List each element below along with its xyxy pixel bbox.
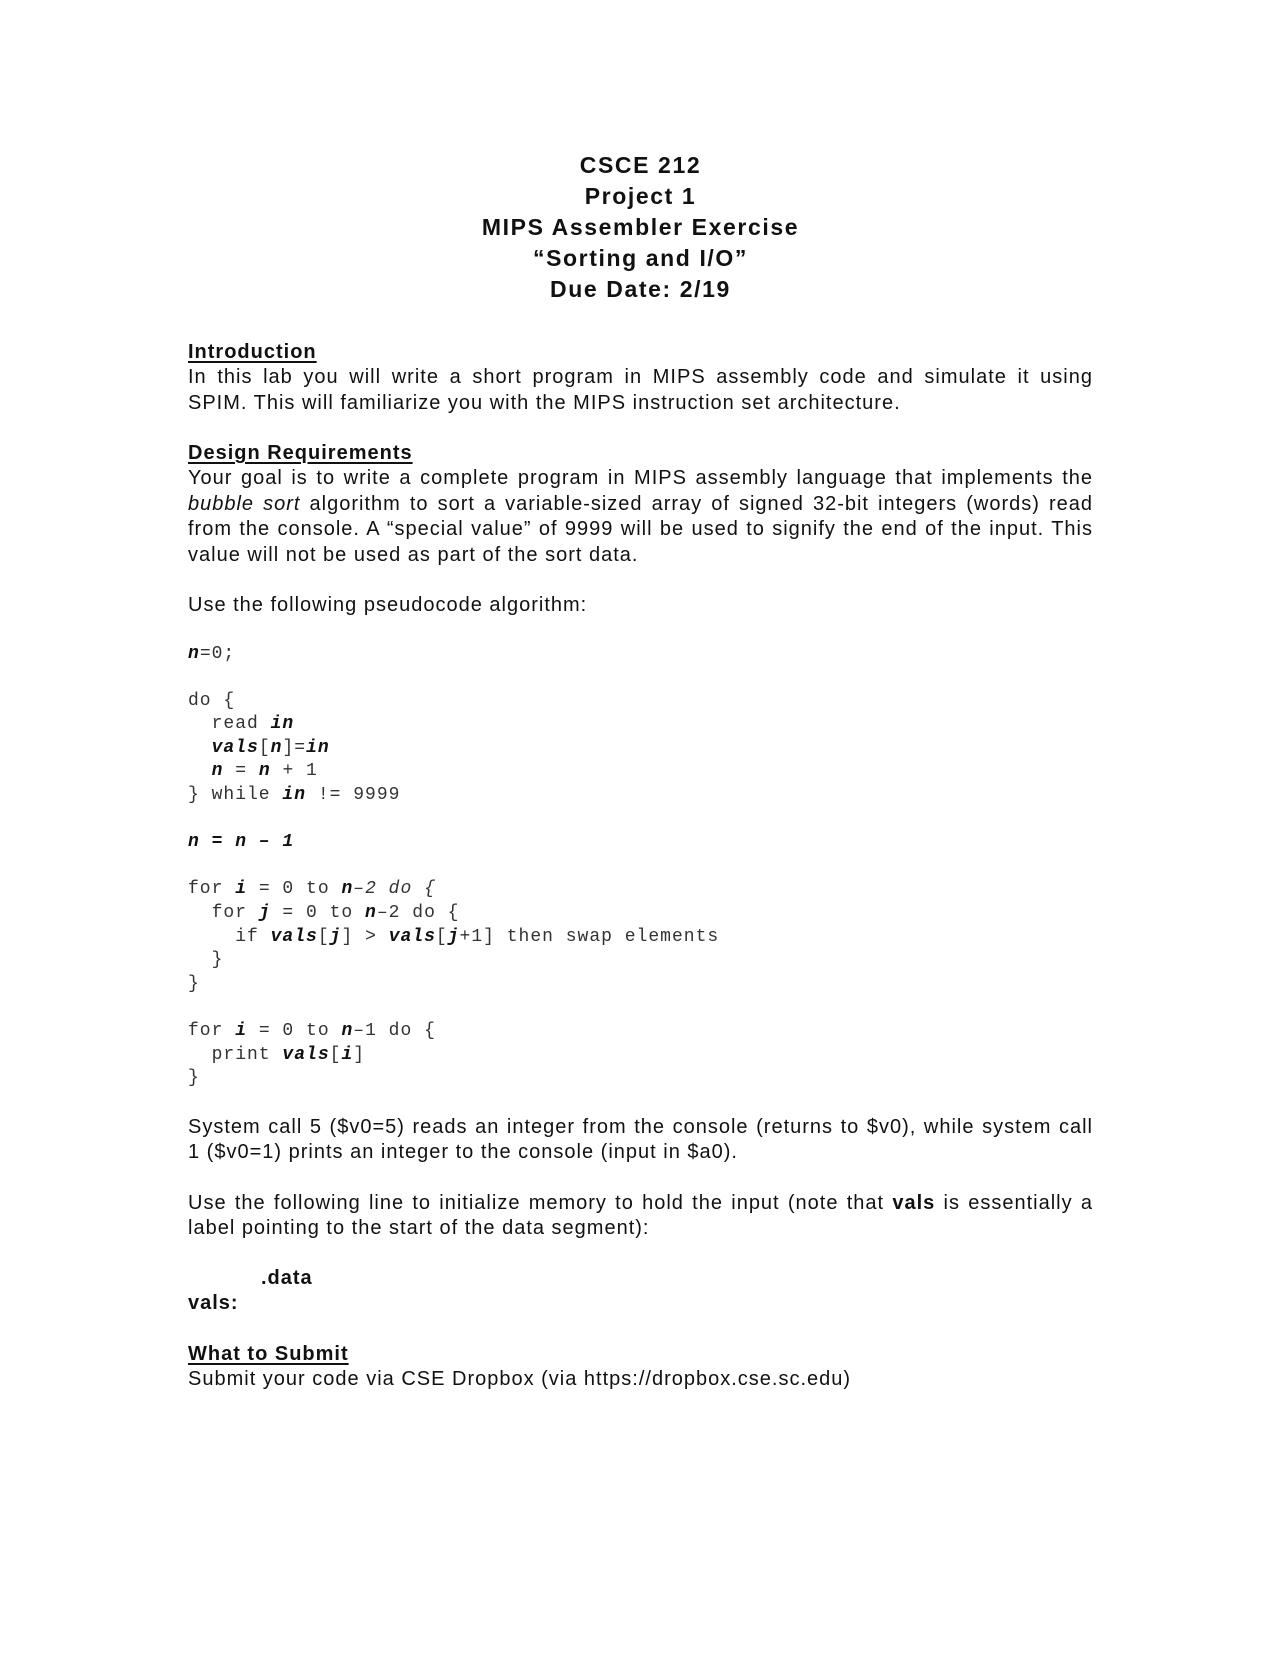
title-block [188,150,1093,305]
introduction-text: In this lab you will write a short program in MIPS assembly code and simulate it using SPIM. This will familiarize you with the MIPS instruction set architecture. [188,366,1093,414]
project-title: Project 1 [584,183,697,209]
code-line-print: print vals[i] [188,1044,366,1065]
topic-title: “Sorting and I/O” [532,245,749,271]
code-line-for-inner: for j = 0 to n–2 do { [188,903,460,924]
syscall-text: System call 5 ($v0=5) reads an integer from the console (returns to $v0), while system call 1 ($v0=1) prints an integer to the console (input in $a0). [188,1115,1093,1164]
code-line-assign: vals[n]=in [211,737,330,758]
submit-heading: What to Submit [188,1342,349,1365]
design-text-before: Your goal is to write a complete program in MIPS assembly language that implements the [188,467,1093,489]
code-line-while: } while in != 9999 [188,785,401,806]
code-line-close-outer: } [188,973,200,994]
code-line-read: read in [188,714,295,735]
submit-text: Submit your code via CSE Dropbox (via https://dropbox.cse.sc.edu) [188,1367,852,1390]
code-line-if: if vals[j] > vals[j+1] then swap elements [188,926,720,947]
course-title: CSCE 212 [579,152,702,178]
due-date: Due Date: 2/19 [550,276,731,302]
code-line-decrement: n = n – 1 [188,832,295,853]
design-heading: Design Requirements [188,442,413,464]
data-label: vals: [188,1292,239,1315]
code-line-do: do { [188,690,236,711]
code-line-for-outer: for i = 0 to n–2 do { [188,879,436,900]
subject-title: MIPS Assembler Exercise [481,214,800,240]
memory-text-vals: vals [892,1191,936,1214]
document-page [188,150,1093,1392]
data-directive: .data [261,1266,313,1289]
code-line-increment: n = n + 1 [211,761,318,782]
code-line-init: n=0; [188,643,236,664]
design-text-after: algorithm to sort a variable-sized array of signed 32-bit integers (words) read from the console. A “special value” of 9999 will be used to signify the end of the input. This value will not be used as part of the sort data. [188,492,1093,566]
memory-text: Use the following line to initialize memory to hold the input (note that vals is essentially a label pointing to the start of the data segment): [188,1191,1093,1240]
pseudocode-block [188,643,1093,1091]
pseudocode-intro: Use the following pseudocode algorithm: [188,594,588,616]
code-line-close-print: } [188,1068,200,1089]
design-text [188,466,1093,568]
introduction-heading: Introduction [188,341,317,363]
code-line-close-inner: } [188,950,224,971]
code-line-for-print: for i = 0 to n–1 do { [188,1021,436,1041]
design-text-emphasis: bubble sort [188,492,301,515]
